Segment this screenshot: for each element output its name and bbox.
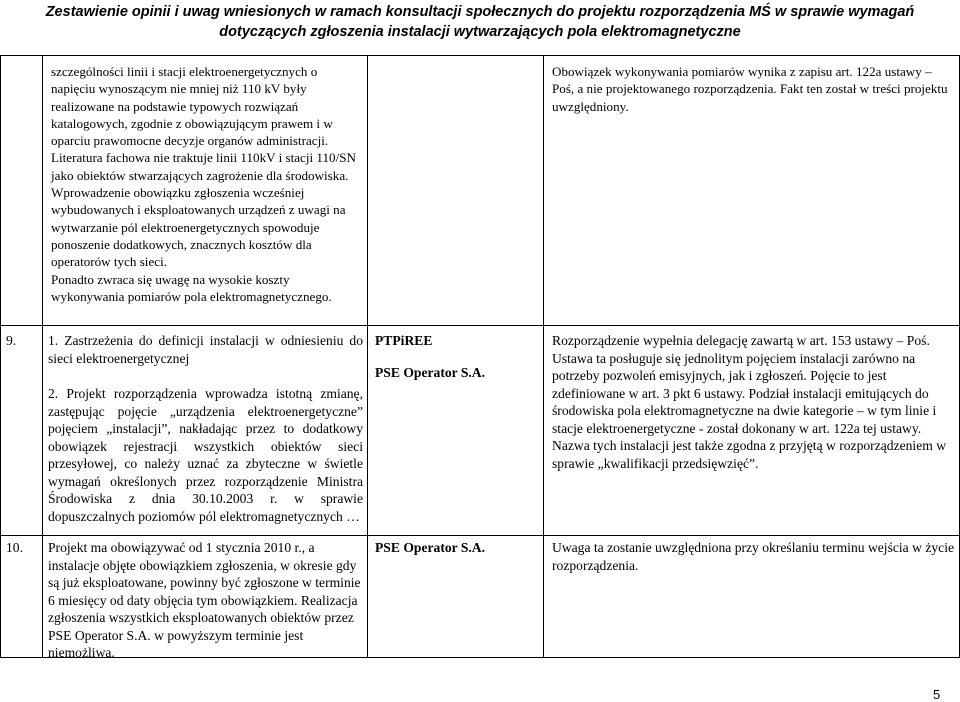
remark-text: Projekt ma obowiązywać od 1 stycznia 2010 r., a instalacje objęte obowiązkiem zgłoszenia, w okresie gdy są już eksploatowane, powinny być zgłoszone w terminie 6 miesięcy od daty objęcia tym obowiązkiem. Realizacja zgłoszenia wszystkich eksploatowanych obiektów przez PSE Operator S.A. w powyższym terminie jest niemożliwa.: [48, 540, 361, 660]
row-number: 9.: [6, 333, 17, 348]
submitter: [375, 332, 540, 381]
remark-text: szczególności linii i stacji elektroenergetycznych o napięciu wynoszącym nie mniej niż 110 kV były realizowane na podstawie typowych rozwiązań katalogowych, zgodnie z obowiązującym prawem i w oparciu prawomocne decyzje organów administracji. Literatura fachowa nie traktuje linii 110kV i stacji 110/SN jako obiektów stwarzających zagrożenie dla środowiska. Wprowadzenie obowiązku zgłoszenia wcześniej wybudowanych i eksploatowanych urządzeń z uwagi na wytwarzanie pól elektroenergetycznych spowoduje ponoszenie dodatkowych, znacznych kosztów dla operatorów tych sieci.: [51, 64, 356, 270]
document-header: [0, 2, 960, 42]
column-border-remark: [367, 55, 368, 658]
response-text: Obowiązek wykonywania pomiarów wynika z zapisu art. 122a ustawy – Poś, a nie projektowanego rozporządzenia. Fakt ten został w treści projektu uwzględniony.: [552, 64, 948, 114]
page-number: 5: [933, 687, 941, 702]
table-top-border: [0, 55, 960, 56]
row-divider-prev-9: [0, 325, 960, 326]
submitter-name-1: PTPiREE: [375, 333, 433, 348]
row-number: 10.: [6, 540, 23, 555]
row-divider-9-10: [0, 535, 960, 536]
remark-text-cont: Ponadto zwraca się uwagę na wysokie koszty wykonywania pomiarów pola elektromagnetycznego.: [51, 271, 332, 304]
column-border-num: [42, 55, 43, 658]
response-text: Uwaga ta zostanie uwzględniona przy określaniu terminu wejścia w życie rozporządzenia.: [552, 540, 954, 573]
column-border-submitter: [543, 55, 544, 658]
column-border-left: [0, 55, 1, 658]
submitter: [375, 539, 540, 557]
submitter-name: PSE Operator S.A.: [375, 540, 486, 555]
response-text: Rozporządzenie wypełnia delegację zawartą w art. 153 ustawy – Poś. Ustawa ta posługuje się jednolitym pojęciem instalacji zarówno na potrzeby pozwoleń emisyjnych, jak i zgłoszeń. Pojęcie to jest zdefiniowane w art. 3 pkt 6 ustawy. Podział instalacji emitujących do środowiska pola elektromagnetyczne na dwie kategorie – w tym linie i stacje elektroenergetyczne - został dokonany w art. 122a tej ustawy. Nazwa tych instalacji jest także zgodna z przyjętą w rozporządzeniem w sprawie „kwalifikacji przedsięwzięć”.: [552, 333, 947, 471]
remark-paragraph-2: 2. Projekt rozporządzenia wprowadza istotną zmianę, zastępując pojęcie „urządzenia elektroenergetyczne” pojęciem „instalacji”, nakładając przez to dodatkowy obowiązek rejestracji wszystkich obiektów sieci przesyłowej, co należy uznać za zbyteczne w świetle wymagań określonych przez rozporządzenie Ministra Środowiska z dnia 30.10.2003 r. w sprawie dopuszczalnych poziomów pól elektromagnetycznych …: [48, 386, 363, 524]
header-title-line2: dotyczących zgłoszenia instalacji wytwarzających pola elektromagnetyczne: [219, 24, 741, 40]
header-title-line1: Zestawienie opinii i uwag wniesionych w ramach konsultacji społecznych do projektu rozporządzenia MŚ w sprawie wymagań: [45, 4, 915, 20]
table-row: [51, 63, 361, 305]
submitter-name-2: PSE Operator S.A.: [375, 364, 486, 380]
remark-paragraph-1: 1. Zastrzeżenia do definicji instalacji w odniesieniu do sieci elektroenergetycznej: [48, 333, 363, 366]
remark-text: [48, 332, 363, 525]
